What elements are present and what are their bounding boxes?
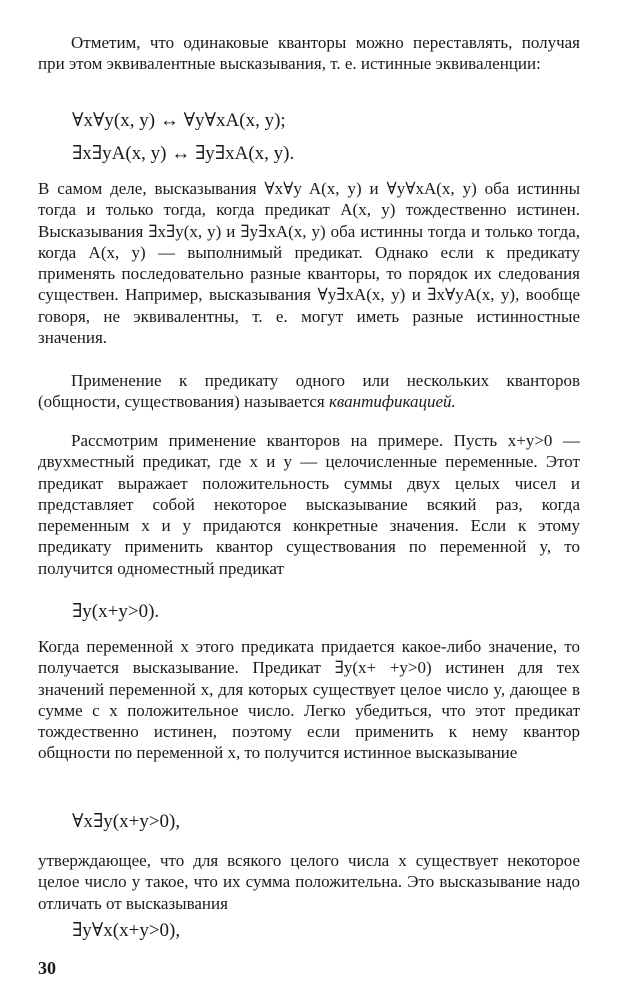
paragraph-statement-meaning: утверждающее, что для всякого целого числа x существует некоторое целое число y такое, что их сумма положительна. Это высказывание надо отличать от высказывания xyxy=(38,851,580,913)
paragraph-example-predicate: Рассмотрим применение кванторов на примере. Пусть x+y>0 — двухместный предикат, где x и y — целочисленные переменные. Этот предикат выражает положительность суммы двух целых чисел и представляет собой некоторое высказывание всякий раз, когда переменным x и y придаются конкретные значения. Если к этому предикату применить квантор существования по переменной y, то получится одноместный предикат xyxy=(38,431,580,578)
term-quantification: квантификацией. xyxy=(328,392,456,412)
paragraph-order-of-quantifiers: В самом деле, высказывания ∀x∀y A(x, y) и ∀y∀xA(x, y) оба истинны тогда и только тогда, когда предикат A(x, y) тождественно истинен. Высказывания ∃x∃y(x, y) и ∃y∃xA(x, y) оба истинны тогда и только тогда, когда A(x, y) — выполнимый предикат. Однако если к предикату применять последовательно разные кванторы, то порядок их следования существен. Например, высказывания ∀y∃xA(x, y) и ∃x∀yA(x, y), вообще говоря, не эквивалентны, т. е. могут иметь разные истинностные значения. xyxy=(38,179,580,348)
paragraph-predicate-truth: Когда переменной x этого предиката придается какое-либо значение, то получается высказывание. Предикат ∃y(x+ +y>0) истинен для тех значений переменной x, для которых существует целое число y, дающее в сумме с x положительное число. Легко убедиться, что этот предикат тождественно истинен, поэтому если применить к нему квантор общности по переменной x, то получится истинное высказывание xyxy=(38,637,580,763)
formula-existential-equivalence: ∃x∃yA(x, y) ↔ ∃y∃xA(x, y). xyxy=(72,143,295,164)
page-number: 30 xyxy=(38,958,56,978)
formula-existential-predicate: ∃y(x+y>0). xyxy=(72,601,160,622)
quantification-definition-text: Применение к предикату одного или нескольких кванторов (общности, существования) называется xyxy=(38,371,580,412)
formula-exists-forall: ∃y∀x(x+y>0), xyxy=(72,920,181,941)
paragraph-quantifier-permutation: Отметим, что одинаковые кванторы можно переставлять, получая при этом эквивалентные высказывания, т. е. истинные эквиваленции: xyxy=(38,33,580,74)
paragraph-quantification-definition xyxy=(38,370,580,413)
formula-forall-exists: ∀x∃y(x+y>0), xyxy=(72,811,181,832)
formula-universal-equivalence: ∀x∀y(x, y) ↔ ∀y∀xA(x, y); xyxy=(72,110,286,131)
